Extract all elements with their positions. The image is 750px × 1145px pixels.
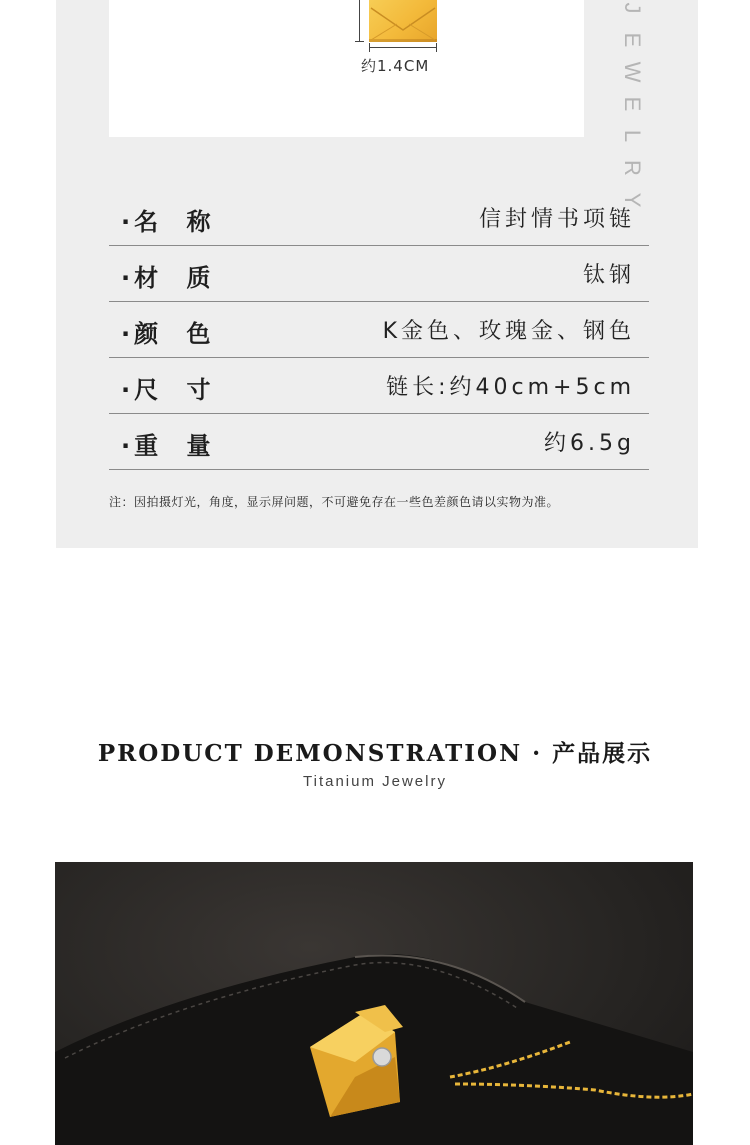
spec-key: ·材 质 xyxy=(121,264,221,292)
spec-row-size xyxy=(109,358,649,414)
vertical-letter: W xyxy=(620,61,645,83)
dimension-horizontal-line xyxy=(369,47,437,48)
product-dimension-photo xyxy=(109,0,584,137)
spec-value: 信封情书项链 xyxy=(478,207,635,232)
spec-row-material xyxy=(109,246,649,302)
spec-value: 链长:约40cm+5cm xyxy=(386,375,635,400)
product-demonstration-photo xyxy=(55,862,693,1145)
color-disclaimer-note: 注：因拍摄灯光，角度，显示屏问题，不可避免存在一些色差颜色请以实物为准。 xyxy=(109,495,560,509)
jewelry-vertical-text xyxy=(620,0,644,216)
product-spec-section xyxy=(56,0,698,548)
spec-key: ·尺 寸 xyxy=(121,376,221,404)
spec-key: ·名 称 xyxy=(121,208,221,236)
dimension-vertical-cap xyxy=(355,41,364,42)
demonstration-subtitle: Titanium Jewelry xyxy=(303,773,447,790)
vertical-letter: E xyxy=(620,32,645,48)
vertical-letter: E xyxy=(620,96,645,112)
dimension-horizontal-cap-right xyxy=(436,43,437,52)
spec-value: 约6.5g xyxy=(544,431,635,456)
demonstration-title: PRODUCT DEMONSTRATION · 产品展示 xyxy=(97,740,653,767)
spec-row-weight xyxy=(109,414,649,470)
spec-row-color xyxy=(109,302,649,358)
spec-key: ·颜 色 xyxy=(121,320,221,348)
spec-value: K金色、玫瑰金、钢色 xyxy=(382,319,635,344)
spec-row-name xyxy=(109,190,649,246)
vertical-letter: R xyxy=(620,160,645,176)
spec-table xyxy=(109,190,649,470)
spec-key: ·重 量 xyxy=(121,432,221,460)
vertical-letter: L xyxy=(620,129,645,143)
vertical-letter: Y xyxy=(620,192,645,208)
envelope-pendant-image xyxy=(369,0,437,42)
spec-value: 钛钢 xyxy=(582,263,635,288)
dimension-label: 约1.4CM xyxy=(361,57,430,75)
dimension-vertical-line xyxy=(359,0,360,42)
vertical-letter: J xyxy=(620,2,645,14)
